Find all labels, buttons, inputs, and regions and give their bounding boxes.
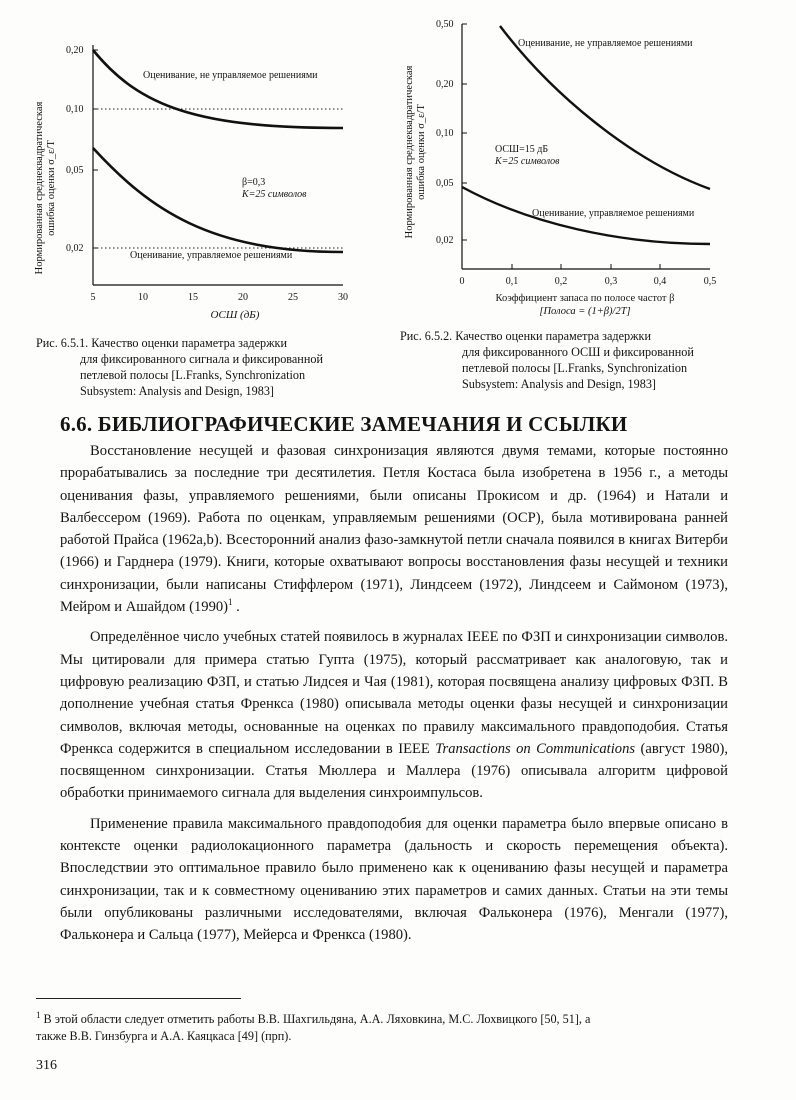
footnote-divider	[36, 998, 241, 999]
fig1-param-k: K=25 символов	[242, 189, 307, 200]
footnote-ref: 1	[228, 597, 233, 608]
fig2-label-upper: Оценивание, не управляемое решениями	[518, 38, 693, 49]
fig2-ylabel-line2: ошибка оценки σ_ε/T	[416, 104, 427, 200]
fig2-xlabel-line2: [Полоса = (1+β)/2T]	[539, 306, 631, 317]
fig2-xtick-5: 0,4	[653, 276, 667, 287]
fig2-ytick-3: 0,10	[436, 128, 454, 139]
fig2-ytick-4: 0,05	[436, 178, 454, 189]
fig2-xtick-6: 0,5	[703, 276, 717, 287]
fig1-caption-line2: для фиксированного сигнала и фиксированной	[80, 352, 323, 366]
section-heading: 6.6. БИБЛИОГРАФИЧЕСКИЕ ЗАМЕЧАНИЯ И ССЫЛКИ	[60, 412, 628, 436]
paragraph-2	[60, 626, 728, 804]
fig2-xtick-1: 0	[459, 276, 465, 287]
fig1-ytick-1: 0,20	[66, 45, 84, 56]
figure-6-5-1-chart	[30, 20, 360, 332]
fig1-curve-decision-directed	[93, 148, 343, 252]
paragraph-2-text-b: (август 1980), посвященном синхронизации. Статья Мюллера и Маллера (1976) описывала алгоритм цифровой обработки принимаемого сигнала для выделения синхроимпульсов.	[60, 740, 728, 802]
fig2-ylabel-line1: Нормированная среднеквадратическая	[404, 65, 415, 239]
fig2-caption-line4: Subsystem: Analysis and Design, 1983]	[462, 377, 656, 391]
fig2-ytick-5: 0,02	[436, 235, 454, 246]
fig1-label-lower: Оценивание, управляемое решениями	[130, 250, 293, 261]
fig1-curve-non-decision-directed	[93, 50, 343, 128]
figure-6-5-1-caption	[36, 335, 381, 399]
footnote-marker: 1	[36, 1009, 41, 1020]
page-number: 316	[36, 1058, 57, 1073]
fig1-xtick-2: 10	[138, 292, 148, 303]
fig1-ytick-4: 0,02	[66, 243, 84, 254]
paragraph-2-journal-title: Transactions on Communications	[435, 740, 636, 757]
fig2-xtick-3: 0,2	[554, 276, 568, 287]
fig1-ylabel-line2: ошибка оценки σ_ε/T	[46, 140, 57, 236]
fig2-ytick-1: 0,50	[436, 19, 454, 30]
fig2-label-lower: Оценивание, управляемое решениями	[532, 208, 695, 219]
paragraph-1	[60, 440, 728, 618]
fig2-param-k: K=25 символов	[495, 156, 560, 167]
footnote-line1-text: В этой области следует отметить работы В.В. Шахгильдяна, А.А. Ляховкина, М.С. Лохвицкого [50, 51], а	[40, 1012, 591, 1026]
footnote-line2: также В.В. Гинзбурга и А.А. Каяцкаса [49] (прп).	[36, 1029, 292, 1043]
fig2-caption-line1: Рис. 6.5.2. Качество оценки параметра задержки	[400, 329, 651, 343]
fig1-xtick-5: 25	[288, 292, 298, 303]
fig1-param-beta: β=0,3	[242, 177, 266, 188]
fig2-xtick-4: 0,3	[604, 276, 618, 287]
fig2-xtick-2: 0,1	[505, 276, 519, 287]
fig1-xtick-4: 20	[238, 292, 248, 303]
fig1-xtick-1: 5	[90, 292, 96, 303]
paragraph-3: Применение правила максимального правдоподобия для оценки параметра было впервые описано в контексте оценки радиолокационного параметра (дальность и скорость перемещения объекта). Впоследствии это оптимальное правило было применено как к оцениванию фазы несущей и параметра синхронизации, так и к совместному оцениванию этих параметров и самих данных. Статьи на эти темы были опубликованы различными исследователями, включая Фальконера (1976), Менгали (1977), Фальконера и Сальца (1977), Мейерса и Френкса (1980).	[60, 815, 728, 944]
fig1-ytick-3: 0,05	[66, 165, 84, 176]
fig2-ytick-2: 0,20	[436, 79, 454, 90]
fig2-xlabel-line1: Коэффициент запаса по полосе частот β	[495, 293, 675, 304]
figure-6-5-2-caption	[400, 328, 790, 392]
fig1-ylabel-line1: Нормированная среднеквадратическая	[34, 101, 45, 275]
fig1-ytick-2: 0,10	[66, 104, 84, 115]
paragraph-1-end: .	[232, 599, 240, 616]
fig1-xtick-3: 15	[188, 292, 198, 303]
fig2-param-snr: ОСШ=15 дБ	[495, 144, 549, 155]
fig2-caption-line2: для фиксированного ОСШ и фиксированной	[462, 345, 694, 359]
fig1-caption-line3: петлевой полосы [L.Franks, Synchronization	[80, 368, 306, 382]
paragraph-1-text: Восстановление несущей и фазовая синхронизация являются двумя темами, которые постоянно прорабатывались за последние три десятилетия. Петля Костаса была изобретена в 1956 г., а методы оценивания фазы, управляемого решениями, были описаны Прокисом и др. (1964) и Натали и Валбессером (1969). Работа по оценкам, управляемым решениями (ОСР), была мотивирована ранней работой Прайса (1962a,b). Всесторонний анализ фазо-замкнутой петли сначала появился в книгах Витерби (1966) и Гарднера (1979). Книги, которые охватывают вопросы восстановления фазы несущей и техники синхронизации, были написаны Стиффлером (1971), Линдсеем (1972), Линдсеем и Саймоном (1973), Мейром и Ашайдом (1990)	[60, 443, 728, 616]
figure-6-5-2-chart	[400, 12, 730, 322]
fig1-xtick-6: 30	[338, 292, 348, 303]
footnote-line1	[36, 1011, 756, 1028]
fig2-caption-line3: петлевой полосы [L.Franks, Synchronization	[462, 361, 688, 375]
paragraph-2-text-a: Определённое число учебных статей появилось в журналах IEEE по ФЗП и синхронизации символов. Мы цитировали для примера статью Гупта (1975), который рассматривает как аналоговую, так и цифровую реализацию ФЗП, и статью Лидсея и Чая (1981), которая посвящена анализу цифровых ФЗП. В дополнение учебная статья Френкса (1980) описывала методы оценки фазы несущей и синхронизации символов, включая методы, основанные на оценках по правилу максимального правдоподобия. Статья Френкса содержится в специальном исследовании в IEEE	[60, 629, 728, 757]
fig1-caption-line4: Subsystem: Analysis and Design, 1983]	[80, 384, 274, 398]
fig1-caption-line1: Рис. 6.5.1. Качество оценки параметра задержки	[36, 336, 287, 350]
body-text	[60, 440, 728, 955]
footnote	[36, 1011, 756, 1045]
fig1-label-upper: Оценивание, не управляемое решениями	[143, 70, 318, 81]
fig1-xlabel: ОСШ (дБ)	[210, 309, 260, 321]
